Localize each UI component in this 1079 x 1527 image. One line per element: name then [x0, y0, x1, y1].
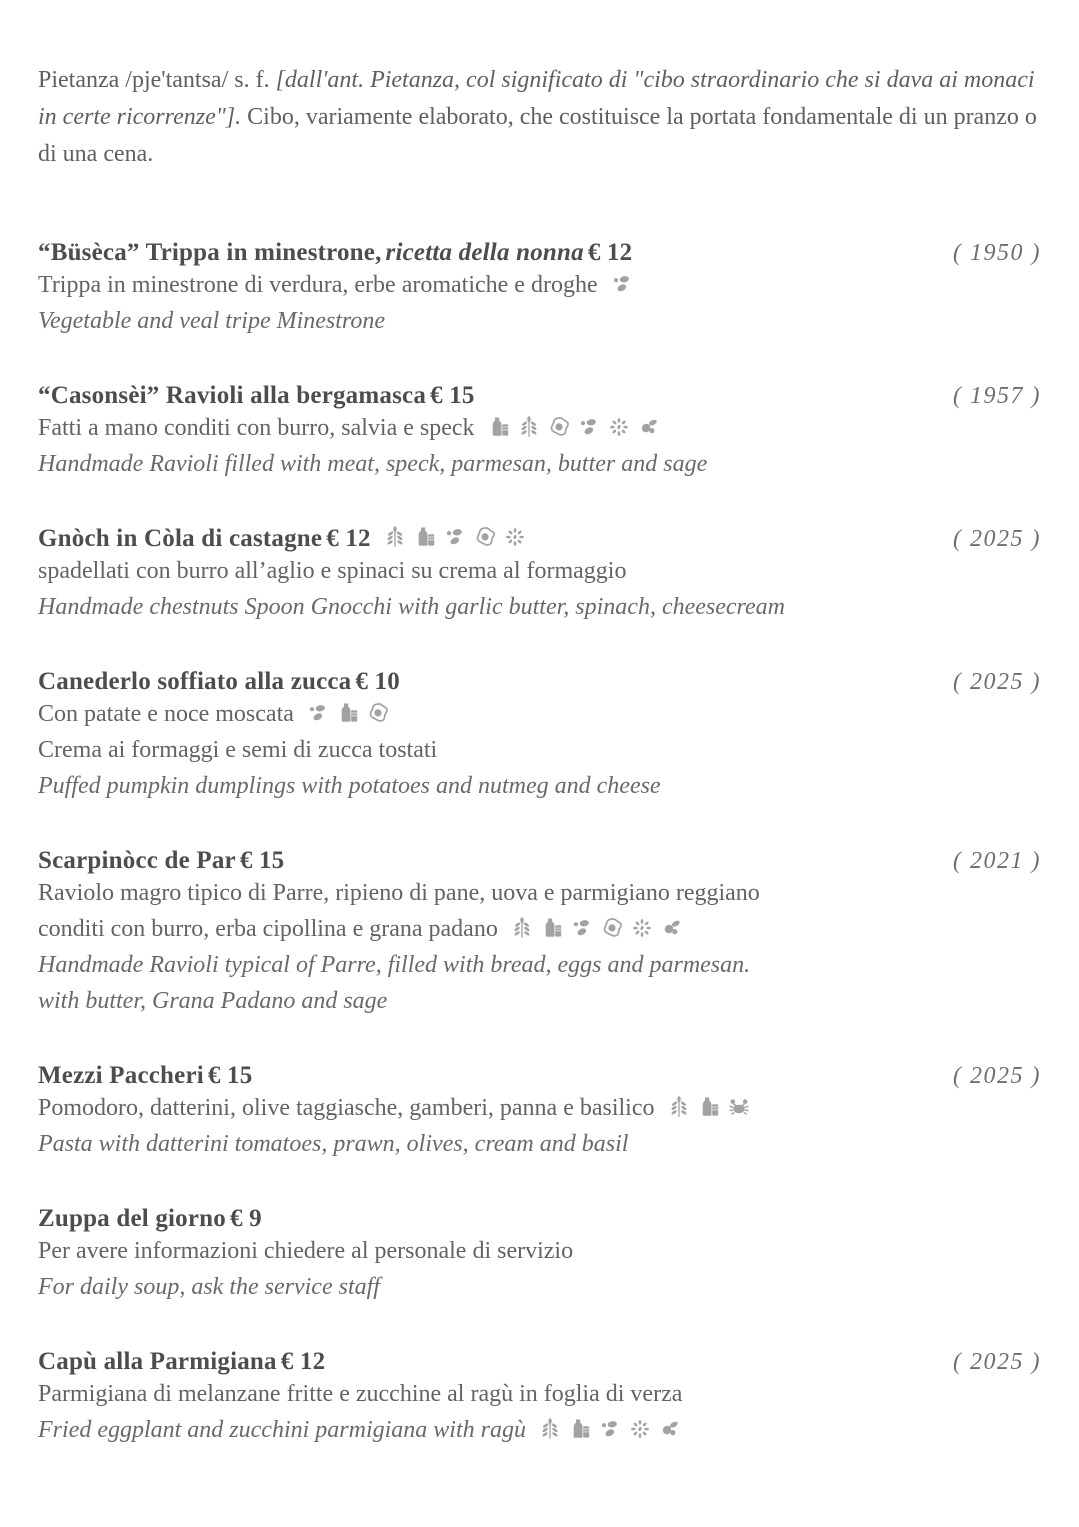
menu-item-casonsei: [38, 382, 1041, 482]
crab-icon: [727, 1095, 751, 1119]
item-price: € 12: [587, 239, 633, 266]
definition-etymology: [dall'ant. Pietanza, col significato di "cibo straordinario che si dava ai monaci in certe ricorrenze"].: [38, 67, 1035, 130]
item-price: € 15: [430, 382, 475, 409]
item-heading: [38, 668, 400, 696]
sesame-icon: [628, 1417, 652, 1441]
item-title-line: [38, 847, 1041, 875]
egg-icon: [547, 415, 571, 439]
item-description-text: Pomodoro, datterini, olive taggiasche, gamberi, panna e basilico: [38, 1095, 655, 1121]
sesame-icon: [503, 525, 527, 549]
allergen-icons: [383, 525, 527, 549]
item-description: spadellati con burro all’aglio e spinaci su crema al formaggio: [38, 558, 627, 584]
wheat-icon: [510, 916, 534, 940]
menu-item-gnoch: [38, 525, 1041, 625]
item-title: Capù alla Parmigiana: [38, 1348, 277, 1375]
item-year: ( 1957 ): [953, 383, 1041, 409]
item-title: Mezzi Paccheri: [38, 1062, 204, 1089]
wheat-icon: [517, 415, 541, 439]
item-title-line: [38, 668, 1041, 696]
item-heading: [38, 1062, 252, 1090]
item-year: ( 2025 ): [953, 1063, 1041, 1089]
item-translation: [38, 1412, 1041, 1448]
menu-item-busseca: [38, 239, 1041, 339]
item-description: [38, 267, 1041, 303]
item-description-text: conditi con burro, erba cipollina e grana padano: [38, 916, 498, 942]
wheat-icon: [383, 525, 407, 549]
item-price: € 10: [355, 668, 400, 695]
item-translation: Puffed pumpkin dumplings with potatoes and nutmeg and cheese: [38, 773, 661, 799]
item-translation: Vegetable and veal tripe Minestrone: [38, 308, 386, 334]
item-title: Scarpinòcc de Par: [38, 847, 236, 874]
menu-item-scarpinocc: [38, 847, 1041, 1019]
peanut-icon: [660, 916, 684, 940]
item-title: Zuppa del giorno: [38, 1205, 226, 1232]
egg-icon: [600, 916, 624, 940]
item-title-line: [38, 1205, 1041, 1233]
item-title-line: [38, 525, 1041, 553]
item-translation: Handmade Ravioli filled with meat, speck, parmesan, butter and sage: [38, 451, 708, 477]
item-description: Per avere informazioni chiedere al personale di servizio: [38, 1238, 574, 1264]
item-year: ( 2021 ): [953, 848, 1041, 874]
item-year: ( 2025 ): [953, 669, 1041, 695]
milk-icon: [413, 525, 437, 549]
item-translation: Handmade Ravioli typical of Parre, filled with bread, eggs and parmesan.: [38, 952, 751, 978]
item-title: “Büsèca” Trippa in minestrone,: [38, 239, 382, 266]
item-description-text: Fatti a mano conditi con burro, salvia e speck: [38, 415, 475, 441]
item-heading: [38, 382, 475, 410]
milk-icon: [336, 701, 360, 725]
item-year: ( 2025 ): [953, 526, 1041, 552]
milk-icon: [568, 1417, 592, 1441]
item-heading: [38, 239, 632, 267]
egg-icon: [366, 701, 390, 725]
wheat-icon: [667, 1095, 691, 1119]
item-description: Raviolo magro tipico di Parre, ripieno di pane, uova e parmigiano reggiano: [38, 880, 760, 906]
item-heading: [38, 525, 527, 553]
item-heading: [38, 1205, 262, 1233]
sesame-icon: [607, 415, 631, 439]
item-title-line: [38, 239, 1041, 267]
item-price: € 12: [280, 1348, 326, 1375]
item-title: Canederlo soffiato alla zucca: [38, 668, 352, 695]
item-description-2: [38, 911, 1041, 947]
nuts-icon: [610, 272, 634, 296]
item-title: Gnòch in Còla di castagne: [38, 525, 323, 552]
milk-icon: [487, 415, 511, 439]
item-translation: Pasta with datterini tomatoes, prawn, olives, cream and basil: [38, 1131, 629, 1157]
menu-item-canederlo: [38, 668, 1041, 804]
item-year: ( 2025 ): [953, 1349, 1041, 1375]
peanut-icon: [637, 415, 661, 439]
nuts-icon: [443, 525, 467, 549]
nuts-icon: [570, 916, 594, 940]
item-title-line: [38, 1348, 1041, 1376]
item-description: [38, 696, 1041, 732]
definition-lead: Pietanza /pje'tantsa/ s. f.: [38, 67, 270, 93]
menu-item-capu: [38, 1348, 1041, 1448]
item-price: € 15: [239, 847, 285, 874]
item-translation-2: with butter, Grana Padano and sage: [38, 988, 388, 1014]
milk-icon: [540, 916, 564, 940]
item-title: “Casonsèi” Ravioli alla bergamasca: [38, 382, 427, 409]
menu-item-zuppa: [38, 1205, 1041, 1305]
sesame-icon: [630, 916, 654, 940]
pietanza-definition: [38, 62, 1040, 173]
item-translation: For daily soup, ask the service staff: [38, 1274, 380, 1300]
allergen-icons: [538, 1417, 682, 1441]
allergen-icons: [510, 916, 684, 940]
allergen-icons: [487, 415, 661, 439]
allergen-icons: [610, 272, 634, 296]
peanut-icon: [658, 1417, 682, 1441]
item-translation-text: Fried eggplant and zucchini parmigiana with ragù: [38, 1417, 526, 1443]
nuts-icon: [598, 1417, 622, 1441]
item-translation: Handmade chestnuts Spoon Gnocchi with garlic butter, spinach, cheesecream: [38, 594, 785, 620]
item-price: € 12: [326, 525, 371, 552]
milk-icon: [697, 1095, 721, 1119]
item-price: € 9: [229, 1205, 262, 1232]
definition-body: Cibo, variamente elaborato, che costituisce la portata fondamentale di un pranzo o di una cena.: [38, 104, 1037, 167]
item-title-line: [38, 382, 1041, 410]
nuts-icon: [306, 701, 330, 725]
allergen-icons: [306, 701, 390, 725]
egg-icon: [473, 525, 497, 549]
item-description: [38, 1090, 1041, 1126]
item-title-italic: ricetta della nonna: [385, 239, 584, 266]
item-description: [38, 410, 1041, 446]
item-description-text: Con patate e noce moscata: [38, 701, 294, 727]
item-description-text: Trippa in minestrone di verdura, erbe aromatiche e droghe: [38, 272, 598, 298]
item-heading: [38, 1348, 325, 1376]
item-title-line: [38, 1062, 1041, 1090]
nuts-icon: [577, 415, 601, 439]
item-year: ( 1950 ): [953, 240, 1041, 266]
item-description-2: Crema ai formaggi e semi di zucca tostati: [38, 737, 438, 763]
wheat-icon: [538, 1417, 562, 1441]
item-heading: [38, 847, 284, 875]
allergen-icons: [667, 1095, 751, 1119]
item-price: € 15: [207, 1062, 253, 1089]
item-description: Parmigiana di melanzane fritte e zucchine al ragù in foglia di verza: [38, 1381, 683, 1407]
menu-item-mezzi-paccheri: [38, 1062, 1041, 1162]
